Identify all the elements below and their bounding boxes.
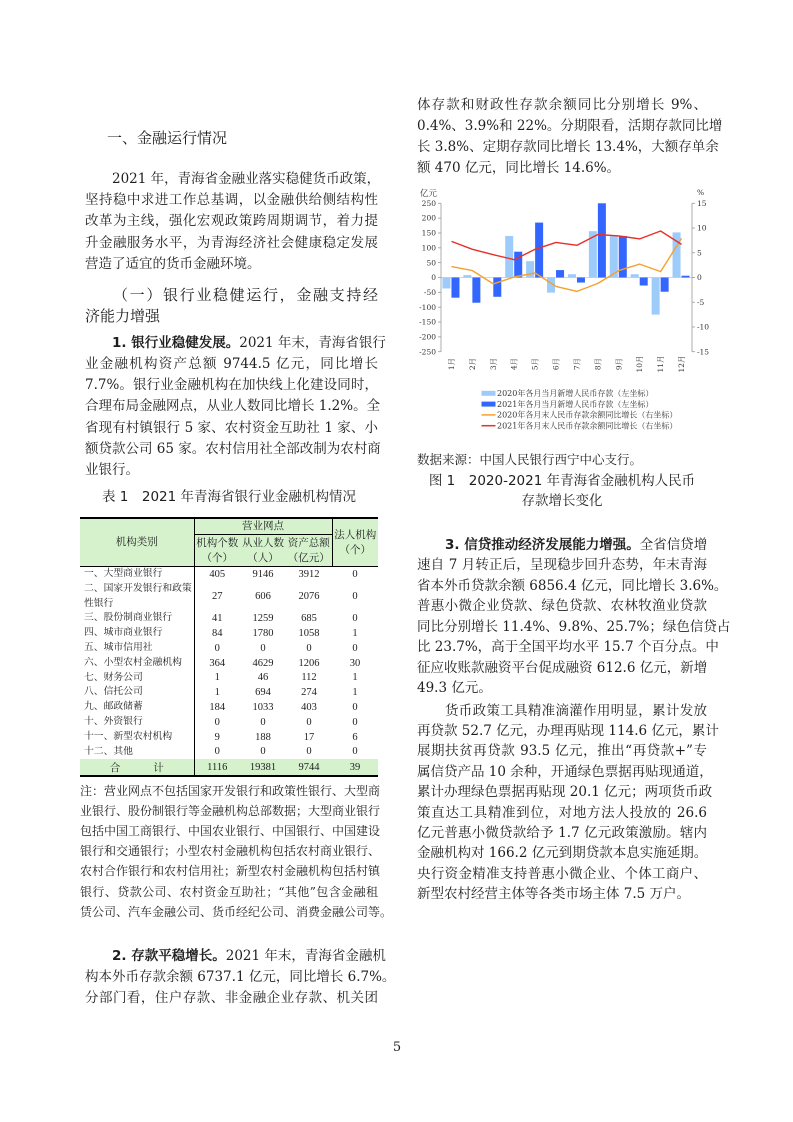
cell-assets: 17 [303,731,315,743]
table-row [80,626,378,641]
legend-label: 2020年各月当月新增人民币存款（左坐标） [497,389,654,399]
paragraph-line: 坚持稳中求进工作总基调，以金融供给侧结构性 [85,192,378,208]
table-row [80,700,378,715]
chart-bar [661,278,669,292]
cell-count: 405 [209,568,226,580]
header-unit: （个） [339,543,372,556]
cell-count: 364 [209,657,226,669]
header-label: 法人机构 [334,528,377,541]
header-label: 机构个数 [196,536,239,549]
left-tick-label: -200 [419,332,436,342]
cell-legal: 0 [352,716,358,728]
table-row [80,745,378,760]
cell-employees: 0 [260,746,266,758]
cell-count: 84 [212,628,223,640]
paragraph-line: 49.3 亿元。 [417,680,492,696]
chart-bar [505,236,513,278]
left-tick-label: -150 [419,317,436,327]
cell-category: 八、信托公司 [80,685,194,700]
section-heading: 一、金融运行情况 [107,129,228,147]
paragraph-line: 属信贷产品 10 余种，开通绿色票据再贴现通道， [417,763,713,780]
left-tick-label: 250 [421,198,436,208]
cell-legal: 6 [352,731,358,743]
cell-legal: 1 [352,687,358,699]
page-number: 5 [392,1040,402,1055]
paragraph-line: 改革为主线，强化宏观政策跨周期调节，着力提 [85,213,378,230]
cell-total-count: 1116 [207,761,228,773]
cell-legal: 0 [352,568,358,580]
header-assets [286,535,332,567]
chart-bar [577,278,585,283]
chart-bar [619,236,627,278]
right-tick-label: -10 [697,322,710,332]
cell-assets: 1058 [298,628,320,640]
right-tick-label: 5 [697,248,702,258]
paragraph-text: 2021 年末，青海省金融机 [225,948,386,965]
note-line: 银行、贷款公司、农村资金互助社；“其他”包含金融租 [80,884,378,899]
note-line: 农村合作银行和农村信用社；新型农村金融机构包括村镇 [80,864,381,879]
cell-employees: 694 [255,687,271,699]
left-tick-label: 0 [431,273,436,283]
paragraph-line: 普惠小微企业贷款、绿色贷款、农林牧渔业贷款 [417,598,707,614]
cell-count: 0 [214,642,220,654]
cell-employees: 606 [255,591,271,603]
x-tick-label: 11月 [656,355,666,373]
paragraph-line: 业金融机构资产总额 9744.5 亿元，同比增长 [85,356,378,372]
header-unit: （个） [201,551,233,564]
table-title: 表 1 2021 年青海省银行业金融机构情况 [101,488,357,505]
cell-employees: 0 [260,716,266,728]
cell-employees: 46 [257,672,269,684]
paragraph-line: 比 23.7%，高于全国平均水平 15.7 个百分点。中 [417,639,719,655]
paragraph-line: 央行资金精准支持普惠小微企业、个体工商户、 [417,865,707,882]
left-tick-label: -250 [419,347,436,357]
paragraph-line: 展期扶贫再贷款 93.5 亿元，推出“再贷款+”专 [417,743,707,760]
paragraph-line: 0.4%、3.9%和 22%。分期限看，活期存款同比增 [417,117,723,134]
x-tick-label: 10月 [635,355,645,373]
paragraph-lead: 1. 银行业稳健发展。 [112,334,240,351]
chart-bar [631,274,639,277]
chart-bar [652,278,660,315]
header-employees [240,535,286,567]
table-row [80,611,378,626]
left-axis-unit: 亿元 [420,189,438,199]
deposit-growth-chart [415,183,715,443]
x-tick-label: 1月 [446,357,456,371]
header-category: 机构类别 [80,518,194,567]
cell-category: 六、小型农村金融机构 [80,656,194,671]
x-tick-label: 3月 [488,357,498,371]
cell-assets: 0 [306,716,312,728]
cell-employees: 1033 [252,702,274,714]
cell-employees: 0 [260,642,266,654]
cell-category: 三、股份制商业银行 [80,611,194,626]
paragraph-line: 营造了适宜的货币金融环境。 [85,255,261,272]
left-tick-label: 50 [426,258,436,268]
left-tick-label: -50 [423,287,436,297]
legend-swatch-bar [482,402,496,407]
paragraph-line: 分部门看，住户存款、非金融企业存款、机关团 [85,990,378,1007]
chart-bar [472,278,480,303]
cell-assets: 2076 [298,591,320,603]
cell-category: 九、邮政储蓄 [80,700,194,715]
paragraph-line: 累计办理绿色票据再贴现 20.1 亿元；两项货币政 [417,784,713,801]
chart-bar [451,278,459,298]
table-row [80,715,378,730]
chart-bar [682,276,690,278]
paragraph-line: 业银行。 [85,462,139,478]
cell-assets: 685 [301,613,317,625]
table-row [80,656,378,671]
cell-total-employees: 19381 [249,761,277,773]
paragraph-line: 体存款和财政性存款余额同比分别增长 9%、 [417,96,707,113]
legend-swatch-bar [482,391,496,396]
paragraph-line: 同比分别增长 11.4%、9.8%、25.7%；绿色信贷占 [417,618,731,635]
cell-count: 0 [214,746,220,758]
paragraph-line: 升金融服务水平，为青海经济社会健康稳定发展 [85,234,378,251]
x-tick-label: 8月 [593,357,603,371]
paragraph-line: 额贷款公司 65 家。农村信用社全部改制为农村商 [85,440,381,457]
note-line: 注：营业网点不包括国家开发银行和政策性银行、大型商 [80,783,381,798]
right-axis-unit: % [697,188,705,197]
left-tick-label: -100 [419,302,436,312]
legend-label: 2021年各月当月新增人民币存款（左坐标） [497,399,654,409]
table-row [80,641,378,656]
note-line: 银行和交通银行；小型农村金融机构包括农村商业银行、 [80,844,381,859]
left-tick-label: 200 [421,213,436,223]
cell-category: 二、国家开发银行和政策性银行 [80,582,194,612]
left-tick-label: 150 [421,228,436,238]
table-row [80,730,378,745]
paragraph-line: 长 3.8%、定期存款同比增长 13.4%，大额存单余 [417,138,719,155]
banking-institutions-table [80,517,378,777]
cell-assets: 0 [306,746,312,758]
cell-count: 184 [209,702,226,714]
chart-bar [556,270,564,277]
chart-bar [598,203,606,277]
cell-category: 五、城市信用社 [80,641,194,656]
x-tick-label: 2月 [467,357,477,371]
note-line: 包括中国工商银行、中国农业银行、中国银行、中国建设 [80,824,381,838]
cell-category: 十、外资银行 [80,715,194,730]
cell-count: 27 [212,591,223,603]
legend-label: 2020年各月末人民币存款余额同比增长（右坐标） [497,410,678,420]
paragraph-line: 货币政策工具精准滴灌作用明显，累计发放 [445,702,707,719]
paragraph-lead: 2. 存款平稳增长。 [112,948,226,965]
cell-employees: 4629 [252,657,274,669]
chart-bar [640,278,648,286]
header-unit: （亿元） [287,551,330,564]
cell-assets: 1206 [298,657,320,669]
table-row [80,582,378,612]
cell-employees: 1780 [252,628,274,640]
paragraph-line: 2021 年，青海省金融业落实稳健货币政策， [112,170,381,187]
header-label: 资产总额 [287,536,330,549]
right-tick-label: 0 [697,273,702,283]
paragraph-line: 省本外币贷款余额 6856.4 亿元，同比增长 3.6%。 [417,577,728,594]
paragraph-text: 2021 年末，青海省银行 [239,334,386,351]
cell-total-label [80,759,194,776]
cell-count: 1 [214,687,220,699]
cell-total-assets: 9744 [298,761,320,773]
cell-count: 9 [214,731,220,743]
cell-legal: 0 [352,613,358,625]
paragraph-line: 亿元普惠小微贷款给予 1.7 亿元政策激励。辖内 [417,824,707,841]
paragraph-line: 速自 7 月转正后，呈现稳步回升态势，年末青海 [417,557,707,573]
heading-line: 济能力增强 [85,306,161,325]
chart-bar [463,275,471,277]
cell-category: 七、财务公司 [80,671,194,686]
header-unit: （人） [247,551,279,564]
figure-caption-line: 图 1 2020-2021 年青海省金融机构人民币 [428,472,696,489]
heading-line: （一）银行业稳健运行，金融支持经 [113,285,378,304]
table-row [80,685,378,700]
cell-legal: 0 [352,591,358,603]
cell-assets: 112 [301,672,317,684]
cell-employees: 9146 [252,568,274,580]
figure-source: 数据来源：中国人民银行西宁中心支行。 [417,451,643,467]
paragraph-line: 新型农村经营主体等各类市场主体 7.5 万户。 [417,886,691,903]
cell-employees: 1259 [252,613,274,625]
right-tick-label: 10 [697,223,707,233]
right-tick-label: -15 [697,347,710,357]
cell-assets: 0 [306,642,312,654]
x-tick-label: 4月 [509,357,519,371]
header-label: 从业人数 [242,536,284,549]
paragraph-line: 再贷款 52.7 亿元，办理再贴现 114.6 亿元，累计 [417,722,719,739]
x-tick-label: 7月 [572,357,582,371]
note-line: 赁公司、汽车金融公司、货币经纪公司、消费金融公司等。 [80,904,393,919]
chart-bar [493,278,501,297]
x-tick-label: 9月 [614,357,624,371]
x-tick-label: 5月 [530,357,540,371]
header-count [194,535,240,567]
paragraph-lead: 3. 信贷推动经济发展能力增强。 [445,536,640,553]
left-tick-label: 100 [421,243,436,253]
cell-assets: 274 [301,687,317,699]
table-row [80,671,378,686]
cell-count: 41 [212,613,223,625]
paragraph-line: 策直达工具精准到位，对地方法人投放的 26.6 [417,804,707,821]
paragraph-line: 省现有村镇银行 5 家、农村资金互助社 1 家、小 [85,419,378,436]
table-total-row [80,759,378,776]
chart-bar [442,278,450,289]
legend-label: 2021年各月末人民币存款余额同比增长（右坐标） [497,421,678,431]
paragraph-line: 金融机构对 166.2 亿元到期贷款本息实施延期。 [417,845,708,862]
x-tick-label: 6月 [551,357,561,371]
paragraph-line [445,535,707,556]
table-row [80,567,378,582]
cell-legal: 1 [352,672,358,684]
cell-category: 四、城市商业银行 [80,626,194,641]
paragraph-line: 构本外币存款余额 6737.1 亿元，同比增长 6.7%。 [85,969,396,986]
cell-legal: 0 [352,702,358,714]
paragraph-line [112,333,386,354]
paragraph-line [112,946,386,967]
x-tick-label: 12月 [677,355,687,373]
paragraph-line: 7.7%。银行业金融机构在加快线上化建设同时， [85,377,378,394]
cell-total-legal: 39 [349,761,361,773]
right-tick-label: 15 [697,198,707,208]
paragraph-line: 征应收账款融资平台促成融资 612.6 亿元，新增 [417,659,708,676]
cell-assets: 403 [301,702,317,714]
cell-legal: 0 [352,642,358,654]
header-legal-entities [332,518,378,567]
chart-line-series [452,231,682,260]
total-label: 合计 [109,761,164,774]
note-line: 业银行、股份制银行等金融机构总部数据；大型商业银行 [80,803,381,818]
cell-legal: 0 [352,746,358,758]
cell-assets: 3912 [298,568,320,580]
chart-bar [535,223,543,278]
header-group-outlets: 营业网点 [194,518,332,535]
chart-bar [568,274,576,277]
cell-count: 1 [214,672,220,684]
cell-employees: 188 [255,731,271,743]
figure-caption-line: 存款增长变化 [521,492,603,509]
paragraph-line: 额 470 亿元，同比增长 14.6%。 [417,159,621,176]
cell-count: 0 [214,716,220,728]
cell-category: 一、大型商业银行 [80,567,194,582]
cell-legal: 1 [352,628,358,640]
paragraph-line: 合理布局金融网点，从业人数同比增长 1.2%。全 [85,398,381,415]
cell-legal: 30 [349,657,361,669]
paragraph-text: 全省信贷增 [639,536,708,553]
right-tick-label: -5 [697,297,705,307]
cell-category: 十二、其他 [80,745,194,760]
cell-category: 十一、新型农村机构 [80,730,194,745]
